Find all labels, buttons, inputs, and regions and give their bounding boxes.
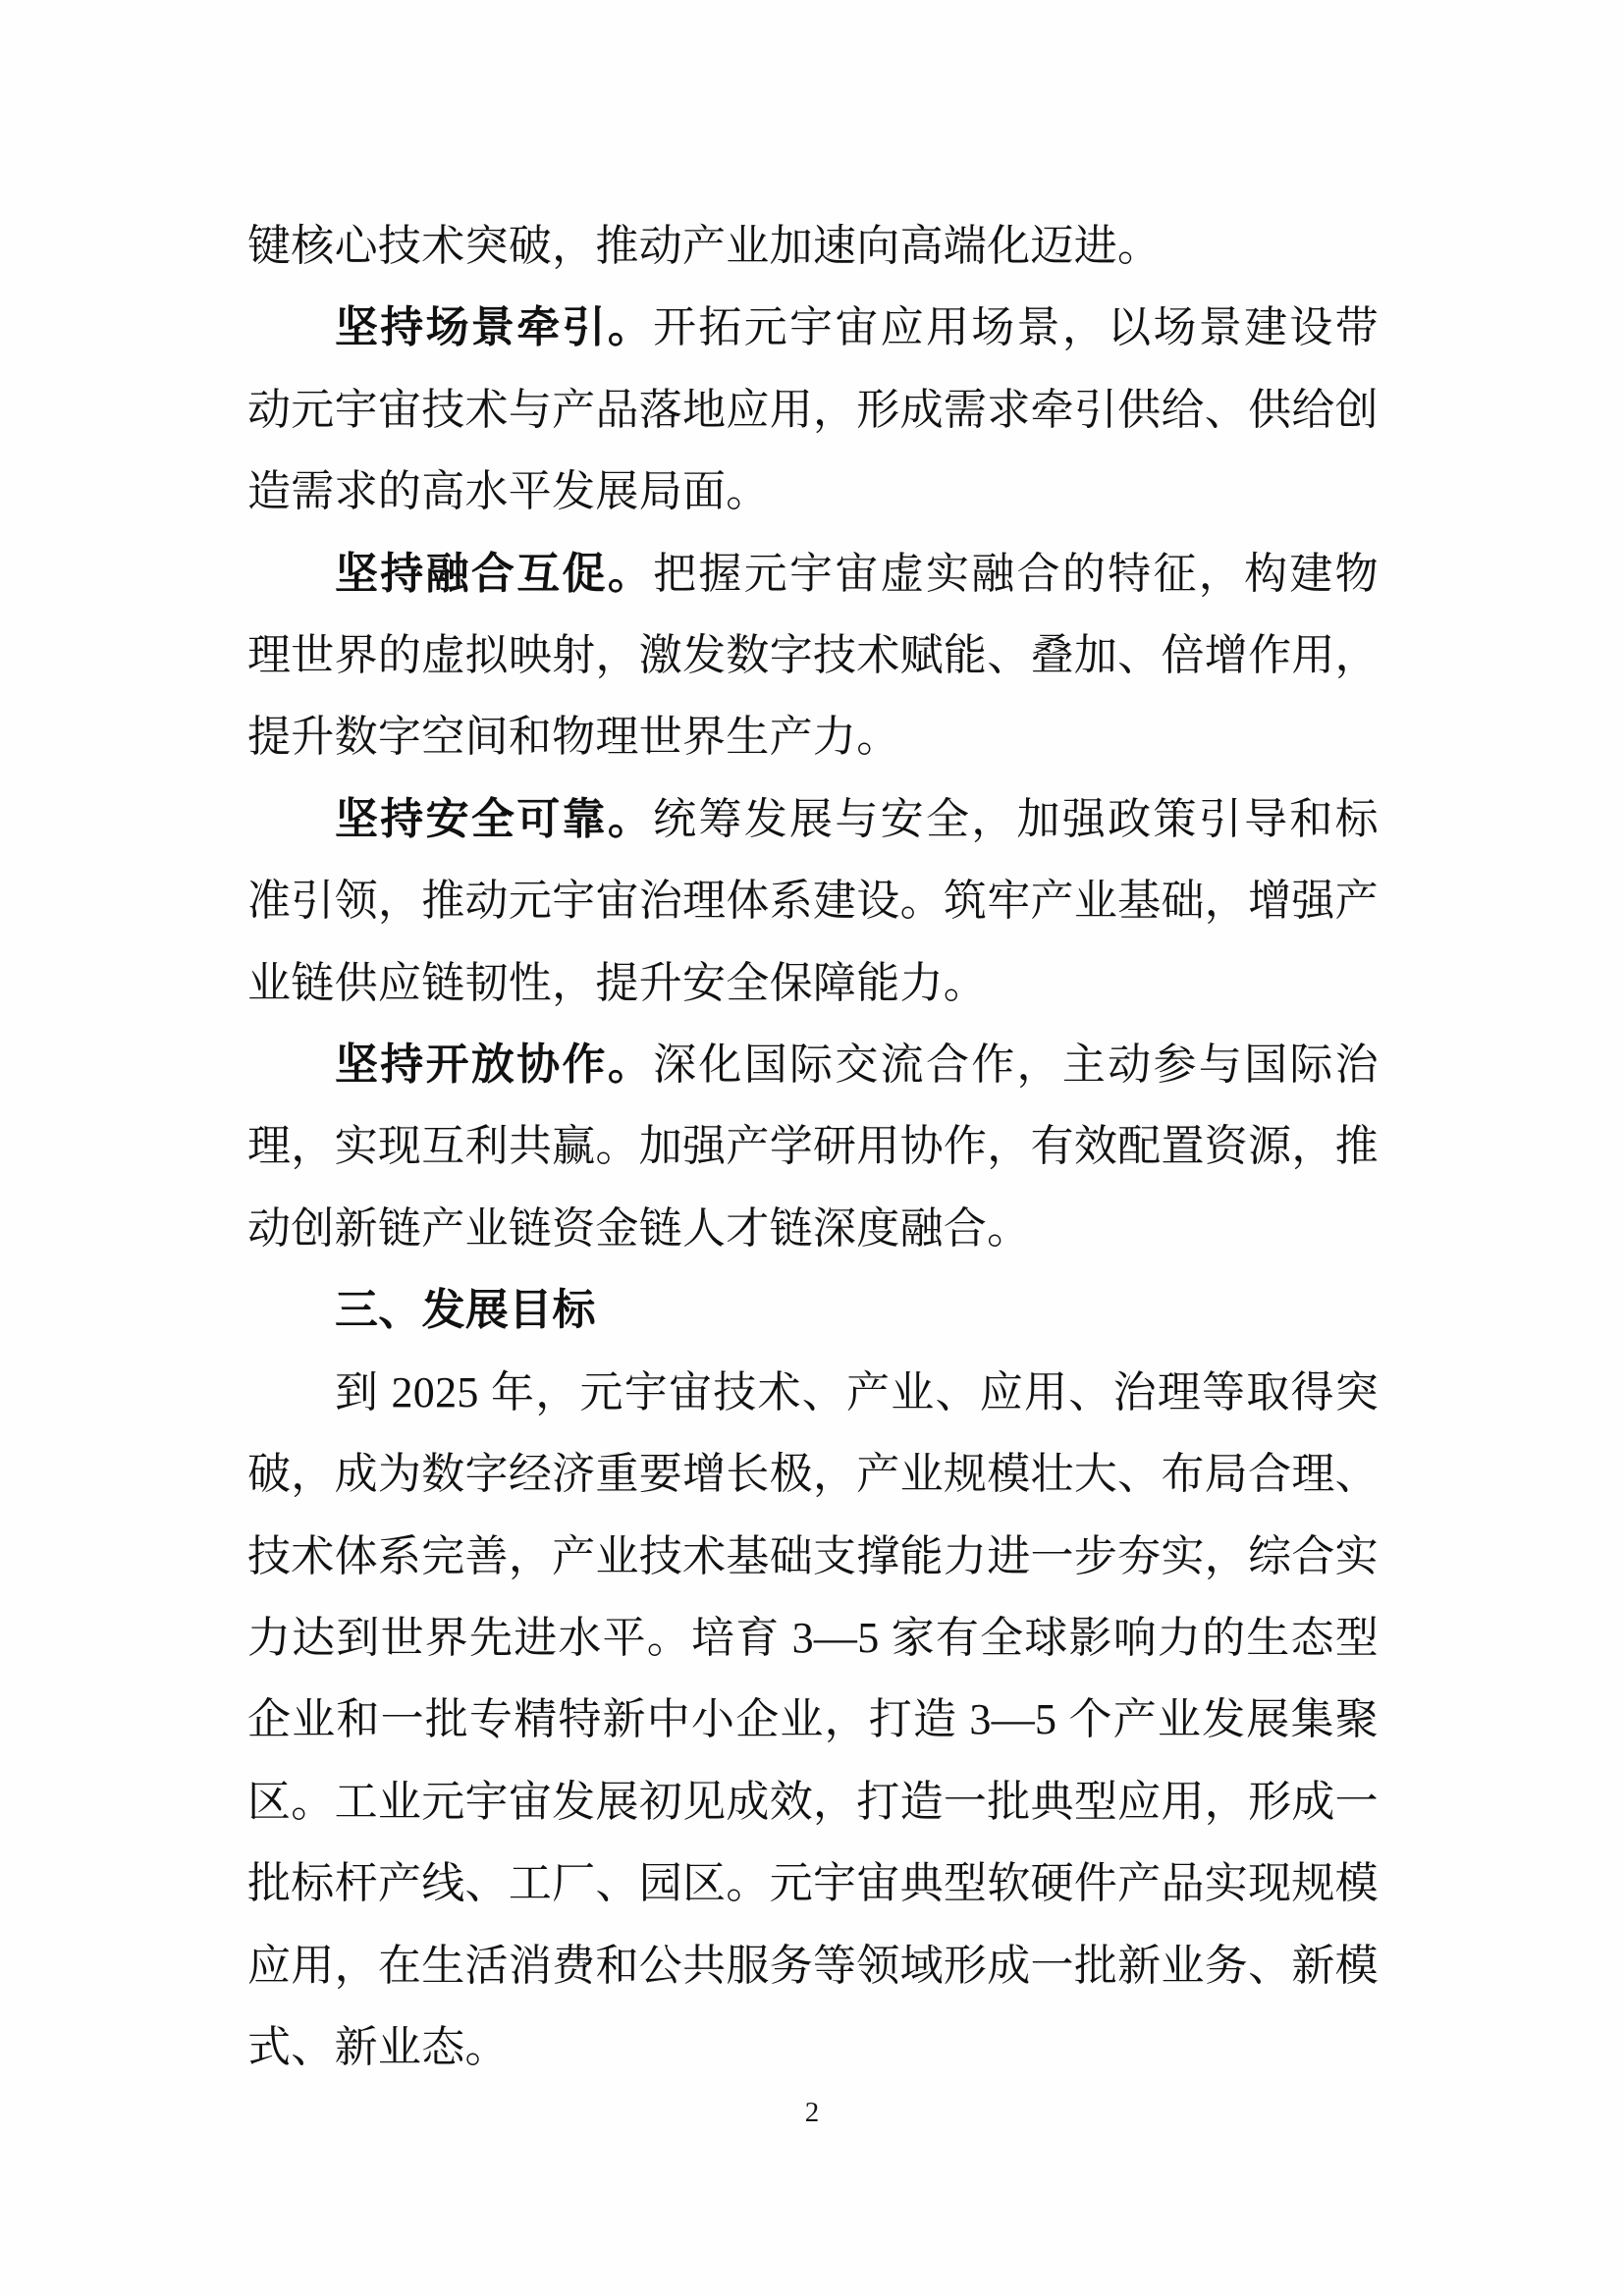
paragraph: 坚持融合互促。把握元宇宙虚实融合的特征，构建物理世界的虚拟映射，激发数字技术赋能、叠加、倍增作用，提升数字空间和物理世界生产力。 <box>247 549 1379 762</box>
paragraph-lead: 坚持安全可靠。 <box>335 794 654 843</box>
paragraph: 键核心技术突破，推动产业加速向高端化迈进。 <box>247 222 1162 270</box>
paragraph-lead: 坚持融合互促。 <box>335 549 654 598</box>
paragraph: 到 2025 年，元宇宙技术、产业、应用、治理等取得突破，成为数字经济重要增长极，产业规模壮大、布局合理、技术体系完善，产业技术基础支撑能力进一步夯实，综合实力达到世界先进水平。培育 3—5 家有全球影响力的生态型企业和一批专精特新中小企业，打造 3—5 个产业发展集聚区。工业元宇宙发展初见成效，打造一批典型应用，形成一批标杆产线、工厂、园区。元宇宙典型软硬件产品实现规模应用，在生活消费和公共服务等领域形成一批新业务、新模式、新业态。 <box>247 1367 1379 2071</box>
paragraph: 坚持场景牵引。开拓元宇宙应用场景，以场景建设带动元宇宙技术与产品落地应用，形成需求牵引供给、供给创造需求的高水平发展局面。 <box>247 303 1379 516</box>
document-body <box>247 205 1379 2088</box>
paragraph-lead: 坚持场景牵引。 <box>335 303 654 352</box>
section-heading: 三、发展目标 <box>335 1286 596 1335</box>
paragraph-lead: 坚持开放协作。 <box>335 1041 654 1090</box>
paragraph: 坚持开放协作。深化国际交流合作，主动参与国际治理，实现互利共赢。加强产学研用协作，有效配置资源，推动创新链产业链资金链人才链深度融合。 <box>247 1041 1379 1253</box>
paragraph: 坚持安全可靠。统筹发展与安全，加强政策引导和标准引领，推动元宇宙治理体系建设。筑牢产业基础，增强产业链供应链韧性，提升安全保障能力。 <box>247 794 1379 1007</box>
page-number: 2 <box>804 2097 820 2128</box>
